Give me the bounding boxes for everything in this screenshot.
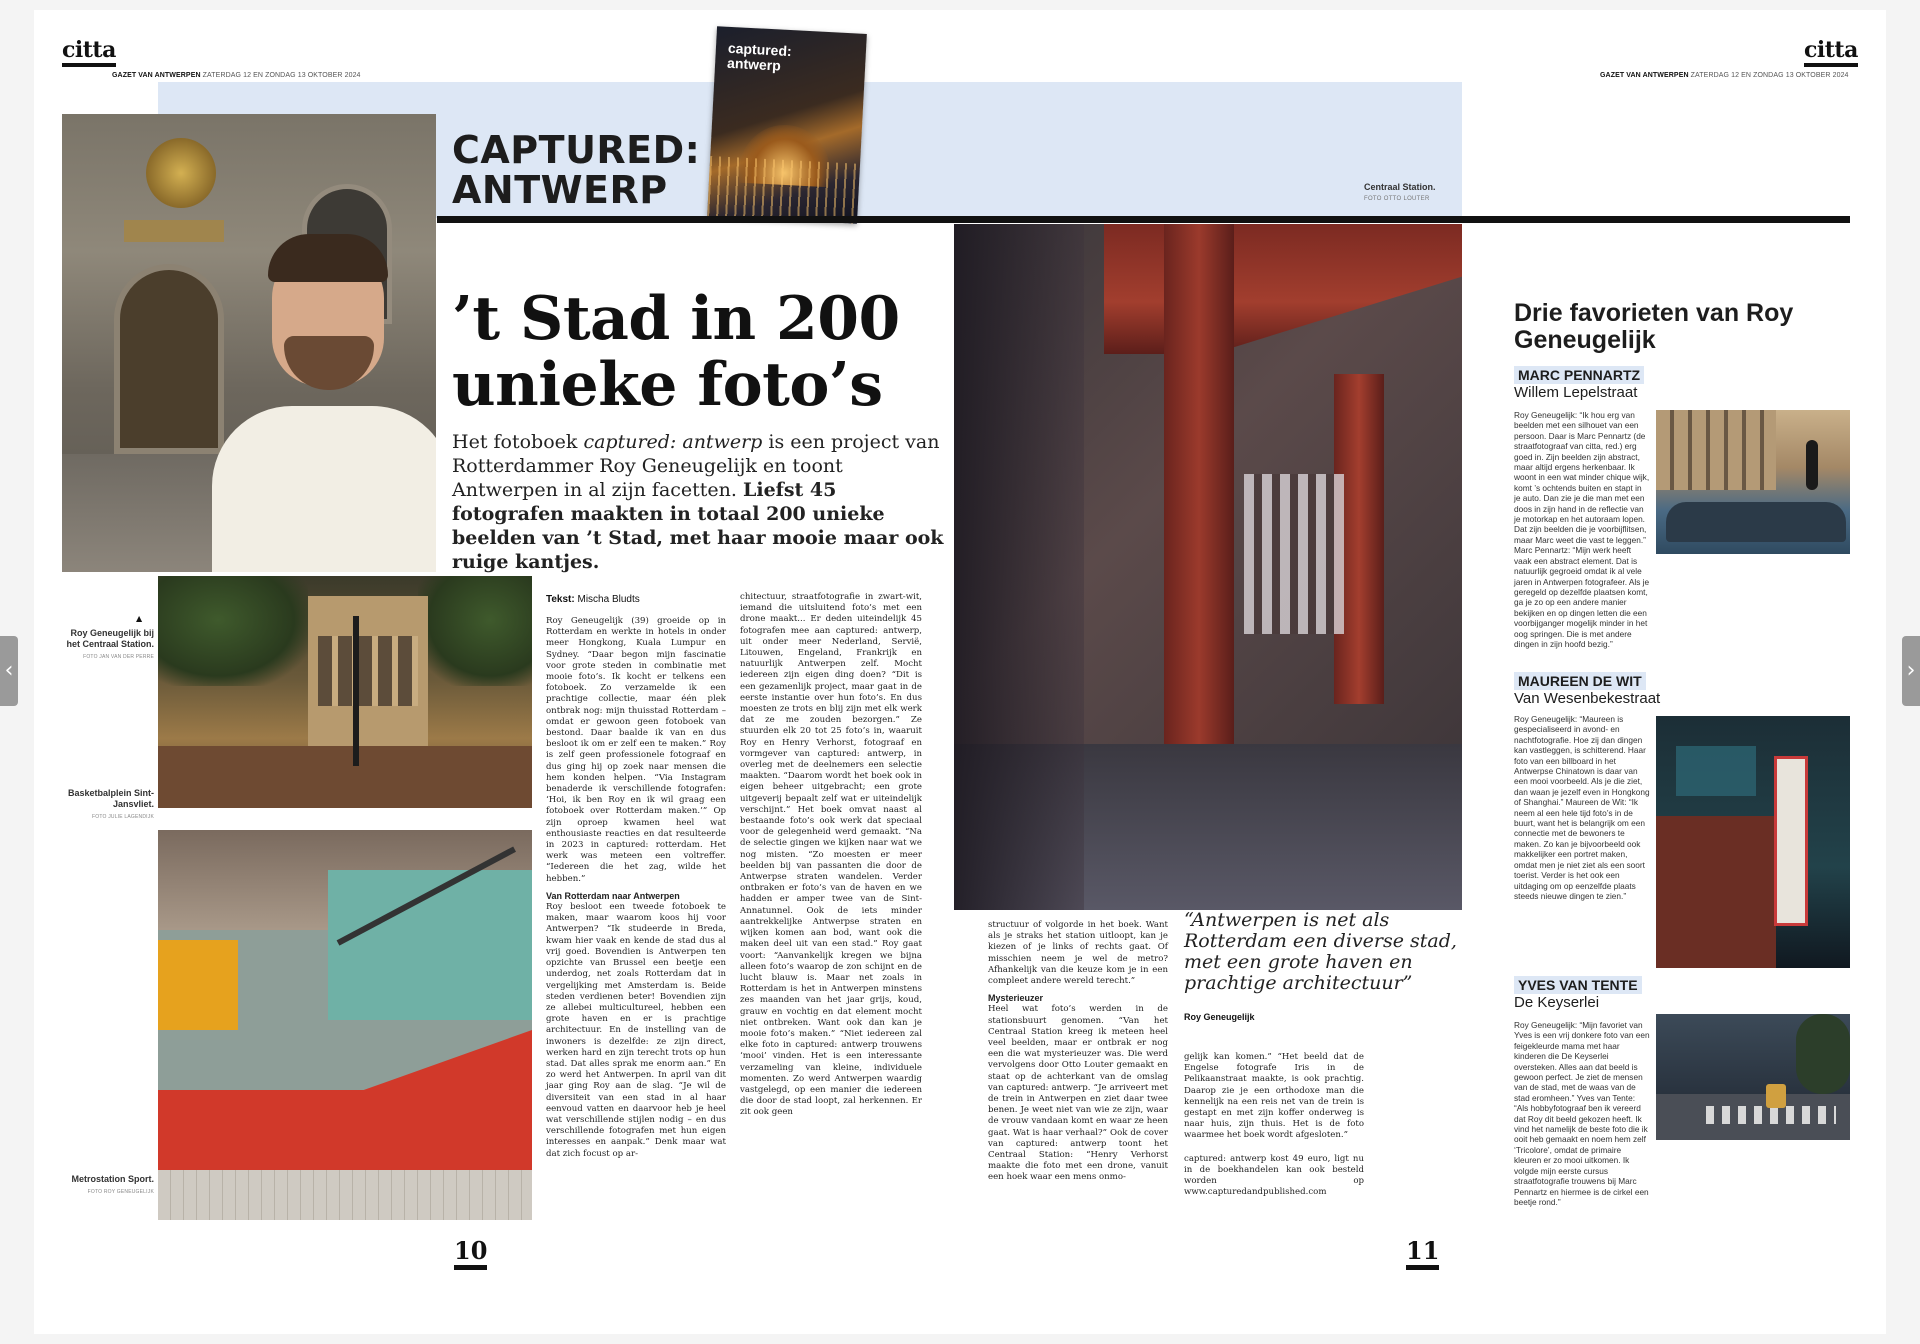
photo-1-car [1666, 502, 1846, 542]
next-page-arrow-icon[interactable]: › [1902, 636, 1920, 706]
favorites-title: Drie favorieten van Roy Geneugelijk [1514, 299, 1794, 354]
page-number-right: 11 [1406, 1238, 1439, 1270]
right-paper-name: GAZET VAN ANTWERPEN [1600, 72, 1689, 79]
photo-2-wall [1656, 816, 1776, 968]
basket-caption [64, 788, 154, 823]
favorite-2-photographer: MAUREEN DE WIT [1514, 672, 1646, 690]
station-ornament [146, 138, 216, 208]
favorite-3-photographer: YVES VAN TENTE [1514, 976, 1642, 994]
book-cover-title [727, 41, 792, 74]
metro-red-wall [158, 1030, 532, 1180]
article-column-2 [740, 592, 922, 1119]
station-arch [114, 264, 224, 454]
photo-1-silhouette [1806, 440, 1818, 490]
favorite-3-text: Roy Geneugelijk: “Mijn favoriet van Yves is een vrij donkere foto van een feigekleurde mama met haar kinderen die De Keyserlei oversteken. Alles aan dat beeld is gewoon perfect. Je ziet de mensen van de stad, met de waas van de stad eromheen.” Yves van Tente: “Als hobbyfotograaf ben ik vereerd dat Roy dit beeld gekozen heeft. Ik vind het namelijk de beste foto die ik ooit heb gemaakt en noem hem zelf ‘Tricolore’, omdat de primaire kleuren er zo mooi uitkomen. Ik volgde mijn eerste cursus straatfotografie trouwens bij Marc Pennartz en hiermee is de cirkel een beetje rond.” [1514, 1020, 1650, 1207]
basketball-court-photo [158, 576, 532, 808]
court-floor [158, 746, 532, 808]
portrait-caption-text: Roy Geneugelijk bij het Centraal Station. [66, 628, 154, 649]
right-masthead [1804, 38, 1858, 67]
left-paper-name: GAZET VAN ANTWERPEN [112, 72, 201, 79]
metro-station-photo [158, 830, 532, 1220]
person-beard [284, 336, 374, 390]
caption-arrow-icon: ▲ [136, 614, 143, 623]
column-4-text: gelijk kan komen.” “Het beeld dat de Engelse fotografe Iris in de Pelikaanstraat maakte, is ook prachtig. Daarop zie je een orthodoxe man die kennelijk na een reis net van de trein is gestapt en met zijn koffer onderweg is naar huis, zijn thuis. Het is de foto waarmee het boek wordt afgesloten.” [1184, 1052, 1364, 1141]
pull-quote: “Antwerpen is net als Rotterdam een diverse stad, met een grote haven en prachtige architectuur” [1184, 909, 1457, 994]
station-pillar-1 [1164, 224, 1234, 764]
lead-text-2: is een project van Rotterdammer Roy Geneugelijk en toont Antwerpen in al zijn facetten. [452, 431, 940, 501]
byline [546, 594, 640, 605]
book-cover-image [707, 26, 867, 224]
metro-yellow-wall [158, 940, 238, 1030]
left-masthead [62, 38, 116, 67]
book-purchase-info: captured: antwerp kost 49 euro, ligt nu in de boekhandelen kan ook besteld worden op www.capturedandpublished.com [1184, 1153, 1364, 1198]
favorite-2-photo [1656, 716, 1850, 968]
lead-text-1: Het fotoboek [452, 431, 584, 453]
lead-book-title: captured: antwerp [583, 431, 763, 453]
portrait-caption-credit: FOTO JAN VAN DER PERRE [83, 654, 154, 660]
left-dateline [112, 72, 361, 79]
article-column-4 [1184, 1052, 1364, 1198]
basket-caption-text: Basketbalplein Sint-Jansvliet. [67, 788, 154, 809]
favorite-1-photographer: MARC PENNARTZ [1514, 366, 1644, 384]
headline-line-2: unieke foto’s [452, 350, 883, 420]
photo-3-crosswalk [1706, 1106, 1836, 1124]
headline [452, 286, 952, 418]
page-spread [34, 10, 1886, 1334]
kicker-line-2: ANTWERP [452, 168, 668, 212]
person-hair [268, 234, 388, 282]
station-girder [1104, 224, 1462, 354]
byline-name: Mischa Bludts [577, 594, 640, 605]
station-windows [1244, 474, 1344, 634]
citta-logo: citta [62, 38, 116, 67]
pull-quote-author: Roy Geneugelijk [1184, 1012, 1255, 1022]
portrait-caption [64, 628, 154, 663]
favorite-1-photo [1656, 410, 1850, 554]
photo-2-chinatown-sign [1774, 756, 1808, 926]
station-caption: Centraal Station. [1364, 182, 1436, 192]
tree-right [418, 576, 532, 686]
headline-line-1: ’t Stad in 200 [452, 284, 900, 354]
column-3-text: structuur of volgorde in het boek. Want als je straks het station uitloopt, kan je kiezen of je links of rechts gaat. Of misschien neem je wel de metro? Afhankelijk van die keuze kom je in een compleet andere wereld terecht.” [988, 920, 1168, 987]
lead-paragraph [452, 430, 952, 574]
metro-floor-tiles [158, 1170, 532, 1220]
column-2-text: chitectuur, straatfotografie in zwart-wit, iemand die uitsluitend foto’s met een drone maakt... Er deden uiteindelijk 45 fotografen mee aan captured: antwerp, uit onder meer Nederland, Servië, Litouwen, Engeland, Frankrijk en natuurlijk Antwerpen zelf. Mocht iedereen zijn eigen ding doen? “Dit is een gezamenlijk project, maar gaat in de eerste instantie over hun foto’s. En dus moesten ze trots en blij zijn met elk werk dat ze me zouden bezorgen.” Ze stuurden elk 20 tot 25 foto’s in, waaruit Roy en Henry Verhorst, fotograaf en vormgever van captured: antwerp, in overleg met de deelnemers een selectie maakten. “Daarom wordt het boek ook in eigen beheer uitgebracht; een grote uitgeverij bepaalt zelf wat er uiteindelijk verschijnt.” Het boek omvat naast al bestaande foto’s ook werk dat speciaal voor de gelegenheid werd gemaakt. “Na de selectie gingen we kijken naar wat we nog misten. “Zo moesten er meer beelden bij van passanten die door de Antwerpse straten wandelen. Verder ontbraken er foto’s van de haven en we hadden er amper twee van de Sint-Annatunnel. Ook de iets minder aantrekkelijke Antwerpse straten en wijken komen aan bod, want ook die maken deel uit van een stad.” Roy gaat voort: “Aanvankelijk kregen we bijna alleen foto’s waarop de zon schijnt en de lucht blauw is. Maar net zoals in Rotterdam is het in Antwerpen minstens zes maanden van het jaar grijs, koud, grauw en vochtig en dat element mocht niet ontbreken. Want ook dan kan je mooie foto’s maken.” “Niet iedereen zal elke foto in captured: antwerp trouwens ‘mooi’ vinden. Het is een interessante verzameling van kleine, individuele momenten. Zo werd Antwerpen waardig vastgelegd, op een manier die iedereen die door de stad loopt, zal herkennen. Er zit ook geen [740, 592, 922, 1118]
photo-1-building [1656, 410, 1776, 490]
subhead-rotterdam-antwerpen: Van Rotterdam naar Antwerpen [546, 890, 680, 901]
favorite-3-photo [1656, 1014, 1850, 1140]
cover-title-line-1: captured: [727, 39, 793, 60]
metro-caption-credit: FOTO ROY GENEUGELIJK [87, 1189, 154, 1195]
central-station-photo [954, 224, 1462, 910]
photo-3-pedestrians [1766, 1084, 1786, 1108]
kicker-line-1: CAPTURED: [452, 128, 701, 172]
foreground-blur [954, 224, 1084, 910]
building-windows [318, 636, 418, 706]
citta-logo-right: citta [1804, 38, 1858, 67]
basket-pole [353, 616, 359, 766]
favorite-3-street: De Keyserlei [1514, 994, 1600, 1011]
right-dateline [1600, 72, 1849, 79]
page-number-left: 10 [454, 1238, 487, 1270]
right-date: ZATERDAG 12 EN ZONDAG 13 OKTOBER 2024 [1690, 72, 1849, 79]
cover-city-lights [707, 156, 860, 224]
section-kicker [452, 130, 700, 210]
article-column-3 [988, 920, 1168, 1184]
metro-caption-text: Metrostation Sport. [71, 1174, 154, 1184]
article-column-1 [546, 616, 726, 1160]
subhead-mysterieuzer: Mysterieuzer [988, 993, 1044, 1004]
column-1-text-b: Roy besloot een tweede fotoboek te maken, maar waarom koos hij voor Antwerpen? “Ik studeerde in Breda, kwam hier vaak en kende de stad dus al vrij goed. Bovendien is Antwerpen ten opzichte van Brussel een beetje een underdog, net zoals Rotterdam dat in vergelijking met Amsterdam is. Beide steden verdienen beter! Bovendien zijn ze allebei multicultureel, hebben een grote haven en er is prachtige architectuur. En de instelling van de inwoners is dezelfde: ze zijn direct, werken hard en zijn terecht trots op hun stad. Dat alles sprak me enorm aan.” En zo werd het Antwerpen. In april van dit jaar ging Roy aan de slag. “Je wil de diversiteit van een stad in al haar eenvoud vatten en daarvoor heb je heel wat verschillende stijlen nodig – en dus verschillende fotografen met hun eigen interesses en aanpak.” Denk maar wat dat zich focust op ar- [546, 902, 726, 1159]
column-3-text-b: Heel wat foto’s werden in de stationsbuurt genomen. “Van het Centraal Station kreeg ik meteen heel veel beelden, maar er ontbrak er nog een die wat mysterieuzer was. Die werd vervolgens door Otto Louter gemaakt en staat op de achterkant van de omslag van captured: antwerp. “Je arriveert met de trein in Antwerpen en ziet daar twee benen. Je weet niet van wie ze zijn, waar de vrouw vandaan komt en waar ze heen gaat. Wat is haar verhaal?” Ook de cover van captured: antwerp toont het Centraal Station: “Henry Verhorst maakte die foto met een drone, vanuit een hoek waar een mens onmo- [988, 1004, 1168, 1183]
portrait-photo [62, 114, 436, 572]
basket-caption-credit: FOTO JULIE LAGENDIJK [92, 814, 154, 820]
byline-label: Tekst: [546, 594, 575, 605]
photo-3-tree [1796, 1014, 1850, 1094]
favorite-2-text: Roy Geneugelijk: “Maureen is gespecialiseerd in avond- en nachtfotografie. Hoe zij dan dingen kan vastleggen, is schitterend. Haar foto van een billboard in het Antwerpse Chinatown is daar van een mooi voorbeeld. Als je die ziet, dan waan je jezelf even in Hongkong of Shanghai.” Maureen de Wit: “Ik neem al een hele tijd foto’s in de buurt, want het is belangrijk om een connectie met de bewoners te maken. Zo kan je bijvoorbeeld ook makkelijker een portret maken, omdat men je niet ziet als een soort toerist. Verder is het ook een uitdaging om op eenzelfde plaats steeds nieuwe dingen te zien.” [1514, 714, 1650, 901]
header-rule [437, 216, 1850, 223]
lead-bold: Liefst 45 fotografen maakten in totaal 200 unieke beelden van ’t Stad, met haar mooie maar ook ruige kantjes. [452, 479, 944, 573]
column-1-text: Roy Geneugelijk (39) groeide op in Rotterdam en werkte in hotels in onder meer Hongkong, Kuala Lumpur en Sydney. “Daar begon mijn fascinatie voor grote steden in combinatie met mooie foto’s. Ik kocht er telkens een fotoboek. Zo verzamelde ik een prachtige collectie, maar één plek ontbrak nog: mijn thuisstad Rotterdam – omdat er gewoon geen fotoboek van bestond. Daar baalde ik van en dus besloot ik om er zelf een te maken.” Roy is zelf geen professionele fotograaf en dus ging hij op zoek naar mensen die hem konden helpen. “Via Instagram benaderde ik verschillende fotografen: ‘Hoi, ik ben Roy en ik wil graag een fotoboek over Rotterdam maken.’” Op zijn oproep kwamen heel wat enthousiaste reacties en dat resulteerde in 2023 in captured: rotterdam. Het werk was meteen een voltreffer. “Iedereen die het zag, wilde het hebben.” [546, 616, 726, 884]
favorite-2-street: Van Wesenbekestraat [1514, 690, 1661, 707]
tree-left [158, 576, 308, 686]
favorite-1-text: Roy Geneugelijk: “Ik hou erg van beelden met een silhouet van een persoon. Daar is Marc Pennartz (de straatfotograaf van citta, red.) erg goed in. Zijn beelden zijn abstract, maar altijd ergens herkenbaar. Ik woont in een wat minder chique wijk, komt ’s ochtends buiten en stapt in je auto. Dan zie je die man met een doos in zijn hand in de reflectie van je motorkap en het autoraam lopen. Dat zijn beelden die je voorbijflitsen, maar Marc weet die vast te leggen.” Marc Pennartz: “Mijn werk heeft vaak een abstract element. Dat is natuurlijk gegroeid omdat ik al vele jaren in Antwerpen fotografeer. Als je geregeld op dezelfde plaatsen komt, ga je zo op een andere manier bekijken en op dingen letten die een voorbijganger mogelijk minder in het oog springen. Die is met andere dingen in zijn hoofd bezig.” [1514, 410, 1650, 649]
photo-2-glow [1676, 746, 1756, 796]
station-sign [124, 220, 224, 242]
station-caption-credit: FOTO OTTO LOUTER [1364, 196, 1430, 202]
person-body [212, 406, 436, 572]
left-date: ZATERDAG 12 EN ZONDAG 13 OKTOBER 2024 [202, 72, 361, 79]
cover-title-line-2: antwerp [726, 54, 782, 74]
favorite-1-street: Willem Lepelstraat [1514, 384, 1638, 401]
previous-page-arrow-icon[interactable]: ‹ [0, 636, 18, 706]
metro-caption [64, 1174, 154, 1198]
